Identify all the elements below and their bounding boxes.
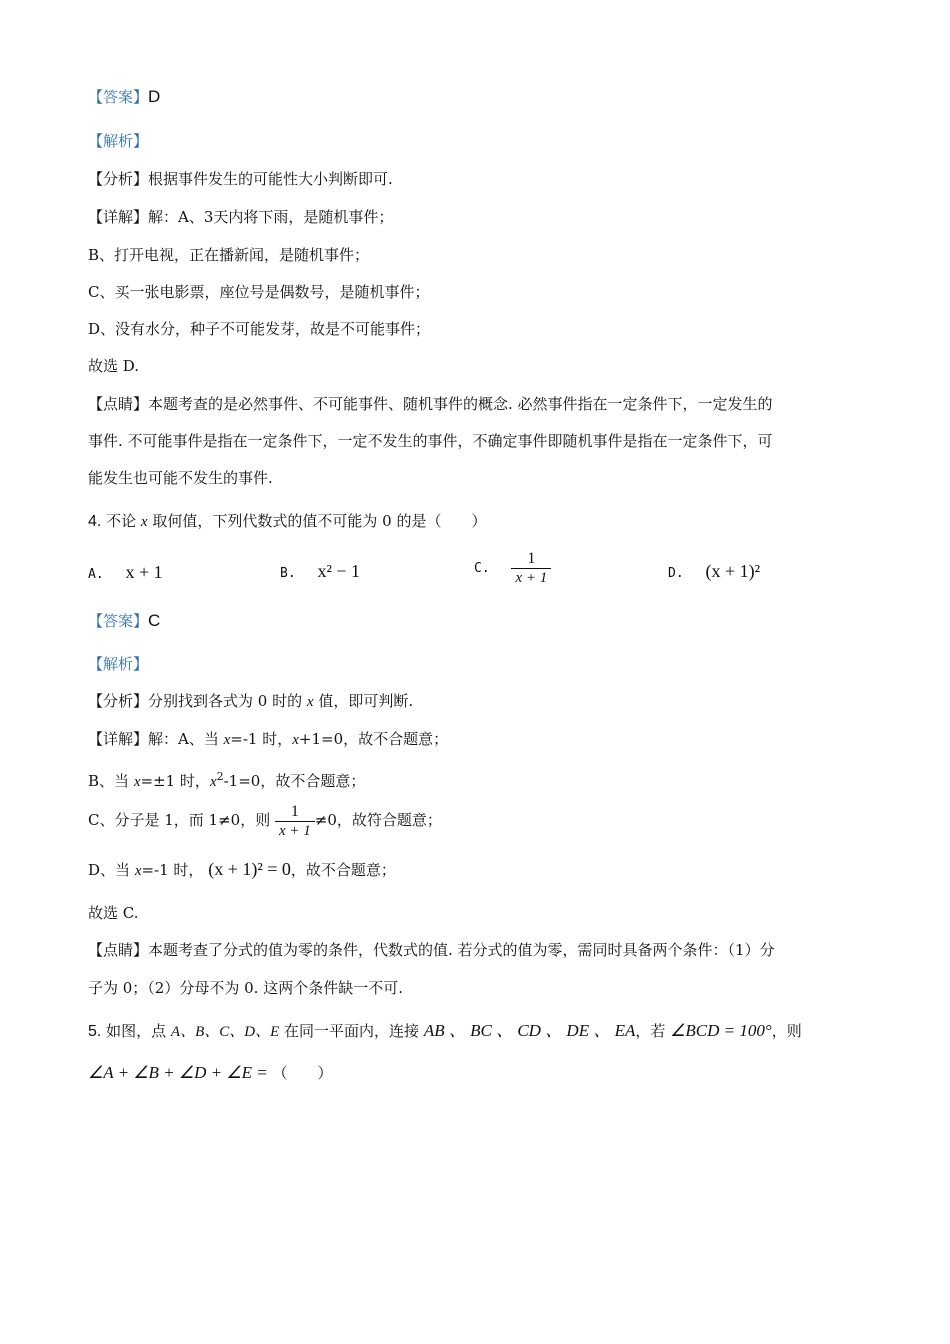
points: A、B、C、D、E [170, 1024, 280, 1040]
q3-note-line1: 【点睛】本题考查的是必然事件、不可能事件、随机事件的概念. 必然事件指在一定条件下，一定发生的 [88, 395, 773, 413]
var: x [292, 732, 299, 748]
text: ，故不合题意； [290, 861, 396, 879]
text: +1=0，故不合题意； [298, 730, 449, 748]
text: D、当 [88, 861, 131, 879]
q4-option-c-detail [88, 802, 442, 840]
angle: ∠BCD = 100° [670, 1021, 772, 1040]
text: 如图，点 [106, 1022, 167, 1040]
answer-value: D [148, 87, 161, 106]
q4-note-line1: 【点睛】本题考查了分式的值为零的条件，代数式的值. 若分式的值为零，需同时具备两个条件：（1）分 [88, 941, 775, 959]
option-expr: x² − 1 [317, 561, 361, 581]
segments: AB 、 BC 、 CD 、 DE 、 EA [423, 1021, 636, 1040]
q3-note-line3: 能发生也可能不发生的事件. [88, 469, 273, 487]
text: 值，即可判断. [318, 692, 414, 710]
q5-stem-line1 [88, 1020, 802, 1043]
question-number: 4. [88, 513, 102, 530]
fraction [275, 803, 315, 840]
var: x [133, 774, 141, 790]
q4-option-d-detail [88, 858, 396, 882]
text: =-1 时， [141, 861, 204, 879]
q4-stem [88, 510, 486, 533]
text: ，若 [635, 1022, 666, 1040]
text: -1=0，故不合题意； [223, 772, 366, 790]
text: =-1 时， [230, 730, 293, 748]
fraction-denominator: x + 1 [275, 821, 315, 840]
text: 在同一平面内，连接 [284, 1022, 420, 1040]
fraction-denominator: x + 1 [511, 568, 551, 587]
q4-analysis-tag: 【解析】 [88, 655, 149, 673]
q3-choose: 故选 D. [88, 357, 140, 375]
q3-analysis-tag: 【解析】 [88, 132, 149, 150]
q3-fenxi: 【分析】根据事件发生的可能性大小判断即可. [88, 170, 393, 188]
q3-answer-line [88, 86, 160, 108]
q3-detail: 【详解】解：A、3天内将下雨，是随机事件； [88, 208, 394, 226]
question-number: 5. [88, 1023, 102, 1040]
option-expr: x + 1 [125, 562, 163, 582]
option-label: A. [88, 567, 104, 582]
answer-tag: 【答案】 [88, 88, 149, 106]
q4-fenxi [88, 690, 413, 713]
q4-option-a [88, 562, 163, 583]
q4-stem-text-a: 不论 [106, 512, 137, 530]
option-label: C. [474, 561, 490, 576]
q4-option-d [668, 561, 760, 582]
text: ≠0，故符合题意； [314, 811, 442, 829]
fraction-numerator: 1 [527, 550, 536, 567]
q4-note-line2: 子为 0；（2）分母不为 0. 这两个条件缺一不可. [88, 979, 403, 997]
q4-answer-line [88, 610, 160, 632]
text: C、分子是 1，而 1≠0，则 [88, 811, 271, 829]
option-label: B. [280, 566, 296, 581]
var: x [223, 732, 231, 748]
q5-stem-line2 [88, 1062, 333, 1084]
q3-option-b: B、打开电视，正在播新闻，是随机事件； [88, 246, 370, 264]
q3-note-line2: 事件. 不可能事件是指在一定条件下，一定不发生的事件，不确定事件即随机事件是指在一定条件下，可 [88, 432, 773, 450]
q3-option-c: C、买一张电影票，座位号是偶数号，是随机事件； [88, 283, 430, 301]
q4-var: x [140, 514, 148, 530]
var: x [209, 774, 217, 790]
angle-sum: ∠A + ∠B + ∠D + ∠E = [88, 1063, 268, 1082]
var: x [134, 863, 142, 879]
var: x [306, 694, 314, 710]
answer-tag: 【答案】 [88, 612, 149, 630]
text: 【分析】分别找到各式为 0 时的 [88, 692, 303, 710]
q4-stem-text-b: 取何值，下列代数式的值不可能为 0 的是（ ） [152, 512, 487, 530]
q4-option-b [280, 561, 360, 582]
option-expr: (x + 1)² [705, 561, 761, 581]
q3-option-d: D、没有水分，种子不可能发芽，故是不可能事件； [88, 320, 431, 338]
answer-value: C [148, 611, 161, 630]
q4-detail [88, 728, 448, 751]
text: =±1 时， [140, 772, 210, 790]
q4-option-b-detail: B、当 x=±1 时，$x^2-1=0$，故不合题意； [88, 770, 366, 790]
math-expr: (x + 1)² = 0 [208, 859, 291, 879]
text: ，则 [771, 1022, 802, 1040]
q4-option-c [474, 550, 551, 587]
option-fraction [511, 550, 551, 587]
option-label: D. [668, 566, 684, 581]
fraction-numerator: 1 [290, 802, 299, 820]
q4-choose: 故选 C. [88, 904, 139, 922]
text: B、当 [88, 772, 130, 790]
blank-paren: （ ） [272, 1064, 333, 1082]
text: 【详解】解：A、当 [88, 730, 219, 748]
